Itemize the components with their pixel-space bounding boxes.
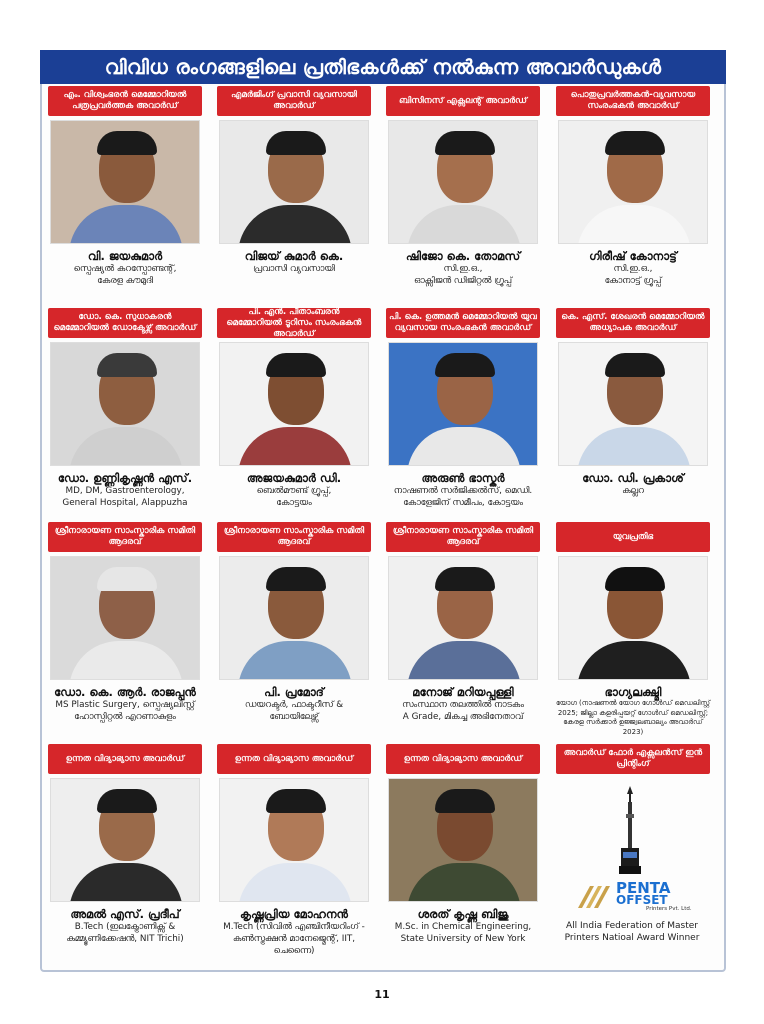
- award-card: [48, 308, 202, 509]
- awardee-description: സംസ്ഥാന തലത്തിൽ നാടകം: [402, 700, 524, 710]
- award-text-line: Printers Natioal Award Winner: [564, 933, 700, 943]
- award-badge: ഉന്നത വിദ്യാഭ്യാസ അവാർഡ്: [48, 744, 202, 774]
- awardee-name: ഡോ. കെ. ആർ. രാജപ്പൻ: [54, 685, 196, 699]
- awardee-description: MS Plastic Surgery, സ്പെഷ്യലിസ്റ്റ്: [55, 700, 195, 710]
- award-badge: പി. കെ. ഉത്തമൻ മെമ്മോറിയൽ യുവ വ്യവസായ സംരംഭകൻ അവാർഡ്: [386, 308, 540, 338]
- awardee-name: ഷിജോ കെ. തോമസ്: [405, 249, 521, 263]
- award-text-line: All India Federation of Master: [565, 921, 699, 931]
- shoulders-shape: [577, 641, 691, 680]
- award-card: [217, 744, 371, 957]
- awardee-description: M.Sc. in Chemical Engineering,: [394, 922, 532, 932]
- awardee-description: ഹോസ്പിറ്റൽ എറണാകുളം: [74, 712, 176, 722]
- award-card: [48, 86, 202, 287]
- award-card: [386, 522, 540, 723]
- person-silhouette-icon: [51, 343, 200, 466]
- portrait-photo: [558, 556, 708, 680]
- shoulders-shape: [69, 427, 183, 466]
- awardee-description: യോഗ (നാഷണൽ യോഗ ഗോൾഡ് മെഡലിസ്റ്റ്: [556, 699, 710, 707]
- award-badge: എം. വിശ്വംഭരൻ മെമ്മോറിയൽ പത്രപ്രവർത്തക അവാർഡ്: [48, 86, 202, 116]
- hair-shape: [435, 353, 495, 377]
- awardee-description: സി.ഇ.ഒ.,: [443, 264, 483, 274]
- hair-shape: [605, 131, 665, 155]
- logo-text-sub: OFFSET: [616, 893, 668, 907]
- person-silhouette-icon: [51, 779, 200, 902]
- shoulders-shape: [407, 641, 521, 680]
- awardee-description: ഡയറക്ടർ, ഫാക്ടറീസ് &: [244, 700, 344, 710]
- awardee-description: ബെൽമൗണ്ട് ഗ്രൂപ്പ്,: [256, 486, 332, 496]
- awardee-description: A Grade, മികച്ച അഭിനേതാവ്: [402, 712, 524, 722]
- person-silhouette-icon: [389, 779, 538, 902]
- person-silhouette-icon: [389, 343, 538, 466]
- shoulders-shape: [238, 427, 352, 466]
- portrait-photo: [388, 556, 538, 680]
- awardee-name: മനോജ് മറിയപ്പള്ളി: [412, 685, 514, 699]
- awardee-description: B.Tech (ഇലക്ട്രോണിക്സ് &: [74, 922, 176, 932]
- awardee-description: കോളേജിന് സമീപം, കോട്ടയം: [403, 498, 523, 508]
- person-silhouette-icon: [51, 121, 200, 244]
- award-card: [386, 308, 540, 509]
- award-badge: ഉന്നത വിദ്യാഭ്യാസ അവാർഡ്: [386, 744, 540, 774]
- page-number: 11: [374, 988, 390, 1001]
- award-card-printing: [556, 744, 710, 774]
- portrait-photo: [219, 342, 369, 466]
- logo-text-main: PENTA: [616, 879, 671, 897]
- award-badge: ഡോ. കെ. സുധാകരൻ മെമ്മോറിയൽ ഡോക്ടേഴ്സ് അവാർഡ്: [48, 308, 202, 338]
- award-card: [217, 522, 371, 723]
- awardee-description: കല്ലറ: [622, 486, 644, 496]
- shoulders-shape: [69, 641, 183, 680]
- award-card: [386, 744, 540, 945]
- hair-shape: [435, 567, 495, 591]
- shoulders-shape: [69, 205, 183, 244]
- hair-shape: [266, 353, 326, 377]
- awardee-description: സി.ഇ.ഒ.,: [613, 264, 653, 274]
- awardee-name: ശരത് കൃഷ്ണ ബിജു: [417, 907, 509, 921]
- hair-shape: [266, 131, 326, 155]
- award-badge: ഉന്നത വിദ്യാഭ്യാസ അവാർഡ്: [217, 744, 371, 774]
- hair-shape: [266, 567, 326, 591]
- awardee-description: കേരള കൗമുദി: [97, 276, 153, 286]
- hair-shape: [97, 567, 157, 591]
- awardee-description: കേരള സർക്കാർ ഉജ്ജ്വലബാല്യം അവാർഡ് 2023): [563, 718, 703, 736]
- portrait-photo: [388, 778, 538, 902]
- award-badge: കെ. എസ്. ശേഖരൻ മെമ്മോറിയൽ അധ്യാപക അവാർഡ്: [556, 308, 710, 338]
- shoulders-shape: [407, 427, 521, 466]
- awardee-description: M.Tech (സിവിൽ എഞ്ചിനീയറിംഗ് -: [223, 922, 365, 932]
- shoulders-shape: [577, 205, 691, 244]
- award-card: [386, 86, 540, 287]
- award-card: [556, 86, 710, 287]
- printing-award-text: [556, 920, 708, 944]
- trophy-icon: [618, 784, 642, 876]
- hair-shape: [435, 789, 495, 813]
- hair-shape: [435, 131, 495, 155]
- shoulders-shape: [238, 205, 352, 244]
- awardee-name: ഗിരീഷ് കോനാട്ട്: [589, 249, 677, 263]
- awardee-description: സ്പെഷ്യൽ കറസ്പോണ്ടന്റ്,: [73, 264, 177, 274]
- shoulders-shape: [407, 205, 521, 244]
- award-badge: പി. എൻ. പീതാംബരൻ മെമ്മോറിയൽ ടൂറിസം സംരംഭകൻ അവാർഡ്: [217, 308, 371, 338]
- logo-text-small: Printers Pvt. Ltd.: [646, 906, 692, 912]
- person-silhouette-icon: [220, 557, 369, 680]
- award-card: [556, 522, 710, 737]
- awardee-name: വിജയ് കുമാർ കെ.: [244, 249, 344, 263]
- award-badge: ശ്രീനാരായണ സാംസ്കാരിക സമിതി ആദരവ്: [48, 522, 202, 552]
- person-silhouette-icon: [220, 343, 369, 466]
- awardee-description: General Hospital, Alappuzha: [62, 498, 188, 508]
- portrait-photo: [558, 342, 708, 466]
- portrait-photo: [50, 556, 200, 680]
- portrait-photo: [388, 342, 538, 466]
- portrait-photo: [219, 556, 369, 680]
- portrait-photo: [388, 120, 538, 244]
- penta-offset-logo: [576, 880, 696, 912]
- awardee-description: നാഷണൽ സർജിക്കൽസ്, മെഡി.: [393, 486, 533, 496]
- awardee-description: State University of New York: [400, 934, 526, 944]
- awardee-name: പി. പ്രമോദ്: [264, 685, 324, 699]
- portrait-photo: [50, 342, 200, 466]
- awardee-description: ബോയിലേഴ്സ്: [269, 712, 319, 722]
- awardee-name: ഭാഗ്യലക്ഷ്മി: [604, 685, 662, 699]
- person-silhouette-icon: [389, 121, 538, 244]
- portrait-photo: [219, 120, 369, 244]
- portrait-photo: [50, 120, 200, 244]
- award-badge: ശ്രീനാരായണ സാംസ്കാരിക സമിതി ആദരവ്: [217, 522, 371, 552]
- awardee-name: വി. ജയകുമാർ: [87, 249, 163, 263]
- shoulders-shape: [407, 863, 521, 902]
- hair-shape: [97, 353, 157, 377]
- hair-shape: [605, 567, 665, 591]
- person-silhouette-icon: [559, 343, 708, 466]
- person-silhouette-icon: [559, 557, 708, 680]
- award-badge: യുവപ്രതിഭ: [556, 522, 710, 552]
- awardee-description: 2025; ജില്ലാ കളരിപ്പയറ്റ് ഗോൾഡ് മെഡലിസ്റ്റ്;: [557, 708, 709, 717]
- awardee-description: ഓക്സിജൻ ഡിജിറ്റൽ ഗ്രൂപ്പ്: [414, 276, 512, 286]
- award-badge: ശ്രീനാരായണ സാംസ്കാരിക സമിതി ആദരവ്: [386, 522, 540, 552]
- hair-shape: [97, 789, 157, 813]
- award-card: [217, 86, 371, 275]
- hair-shape: [97, 131, 157, 155]
- awardee-description: കൺസ്ട്രക്ഷൻ മാനേജ്മെന്റ്, IIT, ചെന്നൈ): [232, 934, 356, 956]
- portrait-photo: [50, 778, 200, 902]
- person-silhouette-icon: [51, 557, 200, 680]
- portrait-photo: [219, 778, 369, 902]
- award-card: [556, 308, 710, 497]
- awardee-description: കമ്മ്യൂണിക്കേഷൻ, NIT Trichi): [66, 934, 184, 944]
- shoulders-shape: [238, 863, 352, 902]
- awardee-name: ഡോ. ഡി. പ്രകാശ്: [582, 471, 684, 485]
- hair-shape: [266, 789, 326, 813]
- awardee-description: കോനാട്ട് ഗ്രൂപ്പ്: [604, 276, 662, 286]
- shoulders-shape: [69, 863, 183, 902]
- awardee-description: പ്രവാസി വ്യവസായി: [253, 264, 335, 274]
- award-badge: അവാർഡ് ഫോർ എക്സലൻസ് ഇൻ പ്രിന്റിംഗ്: [556, 744, 710, 774]
- person-silhouette-icon: [220, 121, 369, 244]
- hair-shape: [605, 353, 665, 377]
- awardee-name: അജയകുമാർ ഡി.: [246, 471, 342, 485]
- person-silhouette-icon: [220, 779, 369, 902]
- person-silhouette-icon: [559, 121, 708, 244]
- shoulders-shape: [577, 427, 691, 466]
- shoulders-shape: [238, 641, 352, 680]
- award-card: [48, 744, 202, 945]
- awardee-name: അരുൺ ഭാസ്കർ: [421, 471, 505, 485]
- person-silhouette-icon: [389, 557, 538, 680]
- award-card: [217, 308, 371, 509]
- awardee-description: കോട്ടയം: [276, 498, 312, 508]
- awardee-name: കൃഷ്ണപ്രിയ മോഹനൻ: [240, 907, 348, 921]
- portrait-photo: [558, 120, 708, 244]
- awardee-name: ഡോ. ഉണ്ണികൃഷ്ണൻ എസ്.: [57, 471, 193, 485]
- award-badge: പൊതുപ്രവർത്തകൻ-വ്യവസായ സംരംഭകൻ അവാർഡ്: [556, 86, 710, 116]
- awardee-description: MD, DM, Gastroenterology,: [65, 486, 185, 496]
- award-badge: ബിസിനസ് എക്സലന്റ് അവാർഡ്: [386, 86, 540, 116]
- awardee-name: അമൽ എസ്. പ്രദീപ്: [70, 907, 180, 921]
- award-card: [48, 522, 202, 723]
- award-badge: എമർജിംഗ് പ്രവാസി വ്യവസായി അവാർഡ്: [217, 86, 371, 116]
- page-title: വിവിധ രംഗങ്ങളിലെ പ്രതിഭകൾക്ക് നൽകുന്ന അവാർഡുകൾ: [40, 50, 726, 84]
